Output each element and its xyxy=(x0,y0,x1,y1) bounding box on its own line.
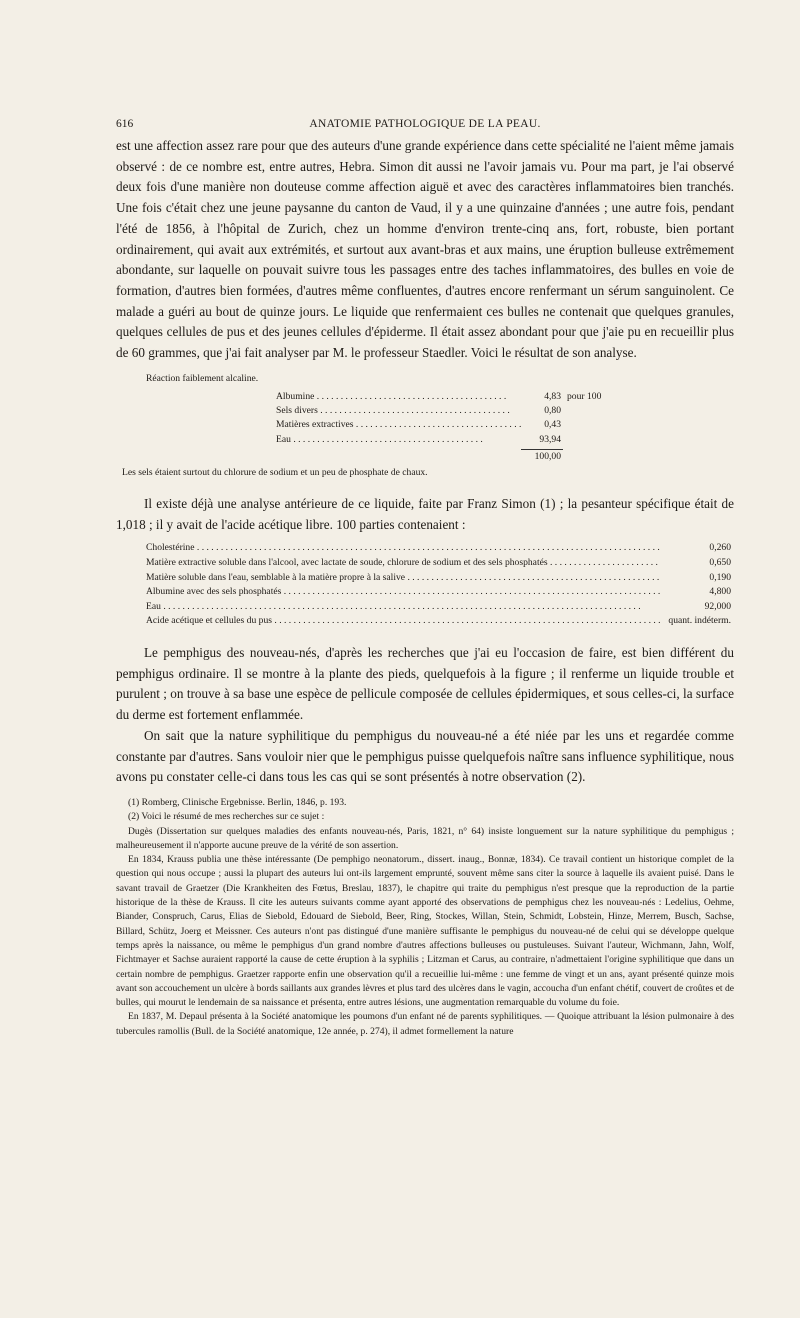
analysis-row xyxy=(146,556,731,571)
analysis-value: 0,80 xyxy=(544,405,561,417)
analysis-label: Matière extractive soluble dans l'alcool, avec lactate de soude, chlorure de sodium et des sels phosphatés . . . xyxy=(146,556,661,571)
analysis-reaction: Réaction faiblement alcaline. xyxy=(146,372,259,384)
running-title: ANATOMIE PATHOLOGIQUE DE LA PEAU. xyxy=(309,118,541,130)
analysis-label: Matières extractives . . . xyxy=(276,418,521,432)
analysis-value: 0,650 xyxy=(709,557,731,569)
analysis-value: 4,800 xyxy=(709,586,731,598)
analysis-value: 4,83 xyxy=(544,390,561,402)
analysis-value: 93,94 xyxy=(539,433,561,445)
analysis-row xyxy=(146,541,731,556)
analysis-value: quant. indéterm. xyxy=(668,615,731,627)
paragraph-4: On sait que la nature syphilitique du pemphigus du nouveau-né a été niée par les uns et regardée comme constante par d'autres. Sans vouloir nier que le pemphigus puisse quelquefois naître sans influence syphilitique, nous avons pu constater celle-ci dans tous les cas qui se sont présentés à notre observation (2). xyxy=(116,727,734,785)
analysis-label: Matière soluble dans l'eau, semblable à la matière propre à la salive . . . xyxy=(146,571,661,586)
analysis-value: 0,43 xyxy=(544,419,561,431)
analysis-row xyxy=(146,571,731,586)
analysis-unit: pour 100 xyxy=(567,390,602,402)
analysis-total: 100,00 xyxy=(534,450,561,462)
analysis-label: Eau . . . xyxy=(146,600,661,615)
analysis-value: 0,190 xyxy=(709,571,731,583)
analysis-table-1 xyxy=(276,390,606,464)
footnotes xyxy=(116,796,734,1039)
analysis-note: Les sels étaient surtout du chlorure de sodium et un peu de phosphate de chaux. xyxy=(122,466,428,478)
analysis-row xyxy=(146,614,731,629)
paragraph-1: est une affection assez rare pour que des auteurs d'une grande expérience dans cette spécialité ne l'aient même jamais observé : de ce nombre est, entre autres, Hebra. Simon dit aussi ne l'avoir jamais vu. Pour ma part, je l'ai observé deux fois d'une manière non douteuse comme affection aiguë et avec des caractères inflammatoires bien tranchés. Une fois c'était chez une jeune paysanne du canton de Vaud, il y a une quinzaine d'années ; une autre fois, pendant l'été de 1856, à l'hôpital de Zurich, chez un homme d'environ trente-cinq ans, fort, robuste, bien portant ordinairement, qui avait aux extrémités, et surtout aux avant-bras et aux mains, une éruption bulleuse extrêmement abondante, sur laquelle on pouvait suivre tous les passages entre des taches inflammatoires, des bulles en voie de formation, d'autres bien formées, d'autres même confluentes, d'autres encore renfermant un sérum sanguinolent. Ce malade a guéri au bout de quinze jours. Le liquide que renfermaient ces bulles ne contenait que quelques granules, quelques cellules de pus et des jeunes cellules d'épiderme. Il était assez abondant pour que j'aie pu en recueillir plus de 60 grammes, que j'ai fait analyser par M. le professeur Staedler. Voici le résultat de son analyse. xyxy=(116,138,734,361)
analysis-row xyxy=(276,390,606,404)
analysis-row xyxy=(276,404,606,418)
analysis-row xyxy=(276,433,606,447)
analysis-row xyxy=(146,585,731,600)
analysis-label: Albumine . . . xyxy=(276,390,521,404)
footnote-paragraph: En 1834, Krauss publia une thèse intéressante (De pemphigo neonatorum., dissert. inaug., Bonnæ, 1834). Ce travail contient un historique complet de la question qui nous occupe ; aussi la plupart des auteurs lui ont-ils largement emprunté, souvent même sans citer la source à laquelle ils avaient puisé. Dans le savant travail de Graetzer (Die Krankheiten des Fœtus, Breslau, 1837), le chapitre qui traite du pemphigus n'est presque que la reproduction de la partie historique de la thèse de Krauss. Il cite les auteurs suivants comme ayant apporté des observations de pemphigus chez les nouveau-nés : Ledelius, Oehme, Biander, Conspruch, Carus, Elias de Siebold, Edouard de Siebold, Beer, Ring, Stockes, Willan, Stein, Schmidt, Lobstein, Hinze, Merrem, Busch, Sachse, Billard, Schütz, Joerg et Meissner. Ces auteurs n'ont pas distingué d'une manière suffisante le pemphigus du nouveau-né de celui qui se développe quelque temps après la naissance, ou même le pemphigus d'un grand nombre d'autres affections bulleuses ou pustuleuses. Suivant l'auteur, Wichmann, Jahn, Wolf, Fichtmayer et Sachse auraient rapporté la cause de cette éruption à la syphilis ; Litzman et Carus, au contraire, n'admettaient l'origine syphilitique que dans un certain nombre de pemphigus. Graetzer rapporte enfin une observation qu'il a recueillie lui-même : une femme de vingt et un ans, ayant présenté quinze mois avant son accouchement un ulcère à bords saillants aux grandes lèvres et plus tard des ulcères dans le vagin, accoucha d'un enfant chétif, couvert de croûtes et de bulles, qui mourut le lendemain de sa naissance et présenta, entre autres lésions, une augmentation remarquable du volume du foie. xyxy=(116,854,734,1009)
page-number: 616 xyxy=(116,118,134,130)
analysis-label: Sels divers . . . xyxy=(276,404,521,418)
footnote-paragraph: Dugès (Dissertation sur quelques maladies des enfants nouveau-nés, Paris, 1821, n° 64) insiste longuement sur la nature syphilitique du pemphigus ; malheureusement il n'apporte aucune preuve de la vérité de son assertion. xyxy=(116,825,734,851)
analysis-value: 92,000 xyxy=(704,600,731,612)
footnote-2: (2) Voici le résumé de mes recherches sur ce sujet : xyxy=(128,811,325,823)
analysis-table-2 xyxy=(146,541,731,629)
paragraph-3: Le pemphigus des nouveau-nés, d'après les recherches que j'ai eu l'occasion de faire, est bien différent du pemphigus ordinaire. Il se montre à la plante des pieds, quelquefois à la figure ; il renferme un liquide trouble et purulent ; on trouve à sa base une espèce de pellicule composée de cellules épidermiques, et sous celles-ci, la surface du derme est fortement enflammée. xyxy=(116,645,734,723)
analysis-row xyxy=(146,600,731,615)
page xyxy=(116,118,734,1039)
analysis-label: Cholestérine . . . xyxy=(146,541,661,556)
footnote-paragraph: En 1837, M. Depaul présenta à la Société anatomique les poumons d'un enfant né de parents syphilitiques. — Quoique attribuant la lésion pulmonaire à des tubercules ramollis (Bull. de la Société anatomique, 12e année, p. 274), il admet formellement la nature xyxy=(116,1011,734,1037)
running-header xyxy=(116,118,734,136)
analysis-label: Acide acétique et cellules du pus . . . xyxy=(146,614,661,629)
paragraph-2: Il existe déjà une analyse antérieure de ce liquide, faite par Franz Simon (1) ; la pesanteur spécifique était de 1,018 ; il y avait de l'acide acétique libre. 100 parties contenaient : xyxy=(116,496,734,532)
analysis-value: 0,260 xyxy=(709,542,731,554)
analysis-label: Albumine avec des sels phosphatés . . . xyxy=(146,585,661,600)
analysis-label: Eau . . . xyxy=(276,433,521,447)
analysis-row xyxy=(276,418,606,432)
footnote-1: (1) Romberg, Clinische Ergebnisse. Berlin, 1846, p. 193. xyxy=(128,796,347,808)
